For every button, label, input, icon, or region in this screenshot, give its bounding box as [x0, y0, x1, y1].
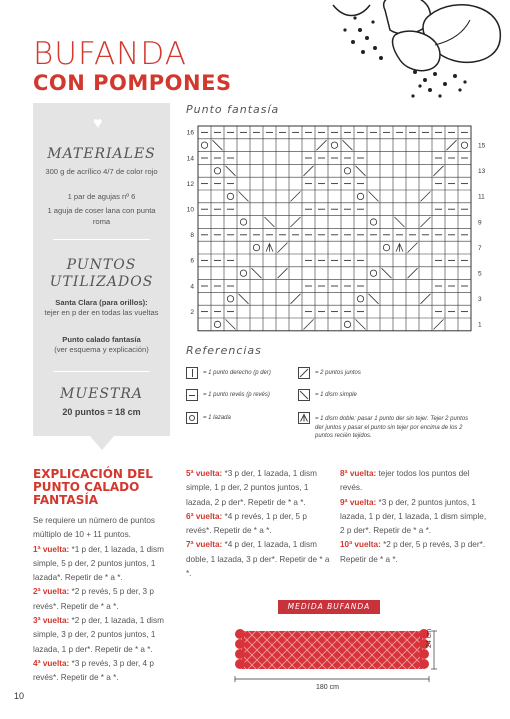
row-label-right: 7 — [478, 244, 482, 252]
row-label-right: 3 — [478, 296, 482, 304]
muestra-value: 20 puntos = 18 cm — [62, 407, 141, 417]
row-label-left: 2 — [190, 308, 194, 316]
row-label-right: 5 — [478, 270, 482, 278]
explicacion-col1 — [33, 514, 178, 686]
instruction-row-5: 5ª vuelta: *3 p der, 1 lazada, 1 dism simple, 1 p der, 2 puntos juntos, 1 lazada, 2 p der*. Repetir de * a *. — [186, 469, 317, 507]
page-number: 10 — [14, 691, 25, 701]
referencias-title: Referencias — [186, 344, 262, 357]
row-label-right: 9 — [478, 219, 482, 227]
instruction-row-2: 2ª vuelta: *2 p revés, 5 p der, 3 p revés*. Repetir de * a *. — [33, 587, 154, 611]
materiales-item-3: 1 aguja de coser lana con punta roma — [47, 206, 156, 226]
ref-text-4: = 1 dism simple — [315, 392, 357, 398]
k2tog-icon — [298, 367, 310, 379]
materiales-item-2: 1 par de agujas nº 6 — [67, 192, 136, 201]
instruction-row-6: 6ª vuelta: *4 p revés, 1 p der, 5 p revés*. Repetir de * a *. — [186, 511, 307, 536]
explicacion-col3 — [340, 467, 490, 567]
puntos-p2-text: (ver esquema y explicación) — [54, 345, 149, 354]
row-label-left: 4 — [190, 283, 194, 291]
materiales-item-1: 300 g de acrílico 4/7 de color rojo — [45, 167, 158, 176]
double-decrease-icon — [298, 412, 310, 424]
scarf-height-label: 24 cm — [426, 628, 433, 648]
row-label-right: 1 — [478, 321, 482, 329]
row-label-left: 16 — [186, 129, 194, 137]
row-label-left: 14 — [186, 155, 194, 163]
referencias-list — [186, 367, 486, 447]
ref-text-2: = 2 puntos juntos — [315, 370, 361, 376]
sidebar-panel — [33, 103, 170, 453]
title-line1: BUFANDA — [33, 36, 187, 72]
ssk-icon — [298, 389, 310, 401]
puntos-p1-text: tejer en p der en todas las vueltas — [44, 308, 159, 317]
puntos-heading-1: PUNTOS — [66, 257, 137, 273]
row-label-right: 13 — [478, 168, 486, 176]
heart-icon: ♥ — [93, 115, 103, 132]
instruction-row-1: 1ª vuelta: *1 p der, 1 lazada, 1 dism simple, 5 p der, 2 puntos juntos, 1 lazada*. Repetir de * a *. — [33, 544, 164, 583]
instruction-row-7: 7ª vuelta: *4 p der, 1 lazada, 1 dism doble, 1 lazada, 3 p der*. Repetir de * a *. — [186, 540, 330, 579]
chart-grid — [198, 126, 471, 331]
scarf-width-label: 180 cm — [316, 684, 339, 691]
ref-text-5: = 1 lazada — [203, 415, 231, 421]
row-label-left: 8 — [190, 232, 194, 240]
instruction-row-4: 4ª vuelta: *3 p revés, 3 p der, 4 p revés*. Repetir de * a *. — [33, 658, 154, 683]
title-line2: CON POMPONES — [33, 71, 232, 95]
yarn-over-icon — [186, 412, 198, 424]
materiales-heading: MATERIALES — [47, 146, 156, 162]
intro-text: Se requiere un número de puntos múltiplo de 10 + 11 puntos. — [33, 516, 155, 540]
instruction-row-10: 10ª vuelta: *2 p der, 5 p revés, 3 p der*. Repetir de * a *. — [340, 540, 486, 564]
puntos-p1-bold: Santa Clara (para orillos): — [55, 298, 148, 307]
puntos-p2-bold: Punto calado fantasía — [62, 335, 141, 344]
knit-stitch-icon — [186, 367, 198, 379]
muestra-heading: MUESTRA — [60, 386, 143, 402]
explicacion-heading: EXPLICACIÓN DEL PUNTO CALADO FANTASÍA — [33, 467, 153, 507]
row-label-right: 11 — [478, 193, 485, 201]
puntos-heading-2: UTILIZADOS — [49, 274, 154, 290]
row-label-left: 12 — [186, 180, 194, 188]
instruction-row-9: 9ª vuelta: *3 p der, 2 puntos juntos, 1 lazada, 1 p der, 1 lazada, 1 dism simple, 2 p der*. Repetir de * a *. — [340, 497, 487, 536]
flower-illustration — [315, 0, 510, 100]
medida-banner: MEDIDA BUFANDA — [278, 600, 380, 614]
purl-stitch-icon — [186, 389, 198, 401]
row-label-left: 10 — [186, 206, 194, 214]
ref-text-1: = 1 punto derecho (p der) — [203, 370, 271, 376]
ref-text-6: = 1 dism doble: pasar 1 punto der sin tejer. Tejer 2 puntos der juntos y pasar el punto sin tejer por encima de los 2 puntos recién tejidos. — [315, 416, 469, 439]
instruction-row-8: 8ª vuelta: tejer todos los puntos del revés. — [340, 469, 470, 493]
chart-title: Punto fantasía — [186, 103, 280, 116]
knitting-chart — [180, 120, 490, 335]
row-label-right: 15 — [478, 142, 486, 150]
explicacion-col2 — [186, 467, 331, 581]
ref-text-3: = 1 punto revés (p revés) — [203, 392, 270, 398]
scarf-body — [242, 631, 422, 669]
instruction-row-3: 3ª vuelta: *2 p der, 1 lazada, 1 dism simple, 3 p der, 2 puntos juntos, 1 lazada, 1 p der*. Repetir de * a *. — [33, 616, 164, 654]
row-label-left: 6 — [190, 257, 194, 265]
